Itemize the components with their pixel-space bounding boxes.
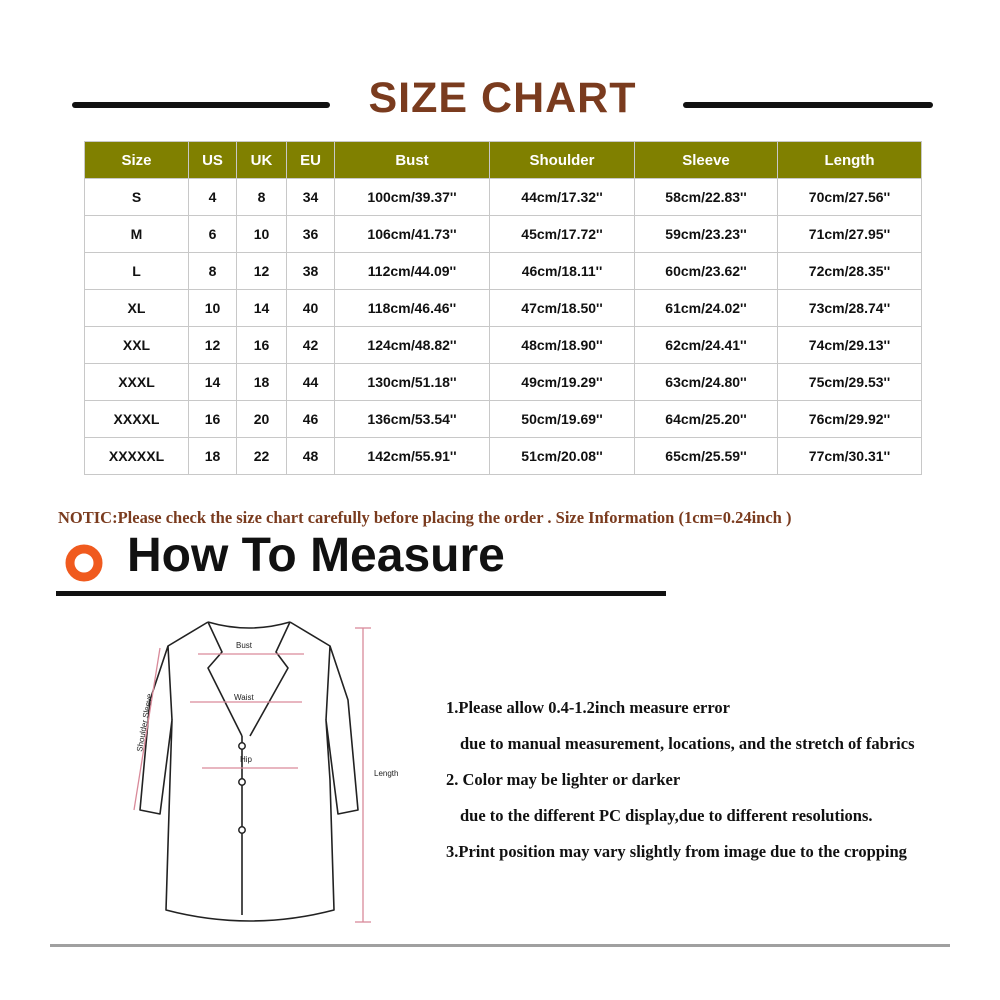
coat-button [239, 743, 245, 749]
table-row [85, 179, 922, 216]
table-cell: 76cm/29.92'' [778, 401, 922, 438]
column-header: EU [287, 142, 335, 179]
table-cell: 4 [189, 179, 237, 216]
column-header: Length [778, 142, 922, 179]
table-cell: 72cm/28.35'' [778, 253, 922, 290]
table-cell: 42 [287, 327, 335, 364]
table-cell: 118cm/46.46'' [335, 290, 490, 327]
size-table [84, 141, 922, 475]
table-cell: 14 [237, 290, 287, 327]
table-cell: 112cm/44.09'' [335, 253, 490, 290]
page-title: SIZE CHART [368, 74, 637, 122]
table-cell: 51cm/20.08'' [490, 438, 635, 475]
table-cell: 12 [189, 327, 237, 364]
column-header: Size [85, 142, 189, 179]
table-cell: 100cm/39.37'' [335, 179, 490, 216]
table-cell: 10 [189, 290, 237, 327]
table-cell: 14 [189, 364, 237, 401]
table-cell: 63cm/24.80'' [635, 364, 778, 401]
diagram-label-shoulder-sleeve: Shoulder Sleeve [135, 692, 155, 753]
note-line: due to the different PC display,due to different resolutions. [460, 806, 873, 825]
table-row [85, 216, 922, 253]
table-cell: 16 [237, 327, 287, 364]
size-chart-header [0, 70, 1000, 140]
title-rule-right [683, 102, 933, 108]
table-cell: 74cm/29.13'' [778, 327, 922, 364]
table-cell: 46 [287, 401, 335, 438]
table-cell: XXXXXL [85, 438, 189, 475]
table-cell: 8 [189, 253, 237, 290]
table-cell: 34 [287, 179, 335, 216]
table-cell: 49cm/19.29'' [490, 364, 635, 401]
table-cell: 48 [287, 438, 335, 475]
table-cell: 106cm/41.73'' [335, 216, 490, 253]
column-header: US [189, 142, 237, 179]
column-header: Shoulder [490, 142, 635, 179]
table-cell: 59cm/23.23'' [635, 216, 778, 253]
table-cell: XXXL [85, 364, 189, 401]
table-cell: 73cm/28.74'' [778, 290, 922, 327]
table-cell: 6 [189, 216, 237, 253]
how-to-measure-title: How To Measure [127, 529, 505, 582]
table-cell: 44cm/17.32'' [490, 179, 635, 216]
table-cell: 142cm/55.91'' [335, 438, 490, 475]
table-cell: 46cm/18.11'' [490, 253, 635, 290]
table-cell: 20 [237, 401, 287, 438]
column-header: Sleeve [635, 142, 778, 179]
coat-outline [140, 622, 358, 921]
measure-notes [446, 696, 966, 876]
table-cell: XL [85, 290, 189, 327]
coat-collar [208, 622, 290, 628]
table-cell: 44 [287, 364, 335, 401]
table-cell: L [85, 253, 189, 290]
note-line: 3.Print position may vary slightly from image due to the cropping [446, 842, 907, 861]
table-cell: 22 [237, 438, 287, 475]
table-header-row [85, 142, 922, 179]
coat-measure-diagram [110, 610, 420, 930]
table-cell: 62cm/24.41'' [635, 327, 778, 364]
table-cell: 40 [287, 290, 335, 327]
table-cell: S [85, 179, 189, 216]
table-cell: 47cm/18.50'' [490, 290, 635, 327]
note-line: 1.Please allow 0.4-1.2inch measure error [446, 698, 730, 717]
table-cell: XXL [85, 327, 189, 364]
table-cell: 60cm/23.62'' [635, 253, 778, 290]
size-notice: NOTIC:Please check the size chart carefully before placing the order . Size Information (1cm=0.24inch ) [58, 508, 792, 527]
table-cell: M [85, 216, 189, 253]
table-cell: 18 [237, 364, 287, 401]
table-cell: 130cm/51.18'' [335, 364, 490, 401]
diagram-label-length: Length [374, 769, 399, 778]
table-cell: 18 [189, 438, 237, 475]
table-cell: 16 [189, 401, 237, 438]
title-rule-left [72, 102, 330, 108]
table-row [85, 438, 922, 475]
table-cell: 65cm/25.59'' [635, 438, 778, 475]
table-cell: 36 [287, 216, 335, 253]
table-cell: 58cm/22.83'' [635, 179, 778, 216]
orange-ring-icon [64, 543, 104, 583]
table-row [85, 290, 922, 327]
table-cell: 48cm/18.90'' [490, 327, 635, 364]
table-cell: 10 [237, 216, 287, 253]
table-cell: XXXXL [85, 401, 189, 438]
coat-button [239, 779, 245, 785]
table-row [85, 401, 922, 438]
table-cell: 38 [287, 253, 335, 290]
how-to-measure-rule [56, 591, 666, 596]
note-line: due to manual measurement, locations, and the stretch of fabrics [460, 734, 915, 753]
table-row [85, 364, 922, 401]
column-header: UK [237, 142, 287, 179]
table-cell: 75cm/29.53'' [778, 364, 922, 401]
bottom-divider [50, 944, 950, 947]
coat-button [239, 827, 245, 833]
table-cell: 61cm/24.02'' [635, 290, 778, 327]
table-cell: 70cm/27.56'' [778, 179, 922, 216]
diagram-label-waist: Waist [234, 693, 254, 702]
table-cell: 77cm/30.31'' [778, 438, 922, 475]
diagram-label-bust: Bust [236, 641, 253, 650]
table-cell: 136cm/53.54'' [335, 401, 490, 438]
column-header: Bust [335, 142, 490, 179]
table-cell: 8 [237, 179, 287, 216]
table-cell: 64cm/25.20'' [635, 401, 778, 438]
table-cell: 124cm/48.82'' [335, 327, 490, 364]
table-cell: 12 [237, 253, 287, 290]
diagram-label-hip: Hip [240, 755, 253, 764]
table-row [85, 253, 922, 290]
coat-lapels [208, 622, 290, 736]
note-line: 2. Color may be lighter or darker [446, 770, 681, 789]
table-cell: 50cm/19.69'' [490, 401, 635, 438]
table-cell: 45cm/17.72'' [490, 216, 635, 253]
table-cell: 71cm/27.95'' [778, 216, 922, 253]
table-row [85, 327, 922, 364]
